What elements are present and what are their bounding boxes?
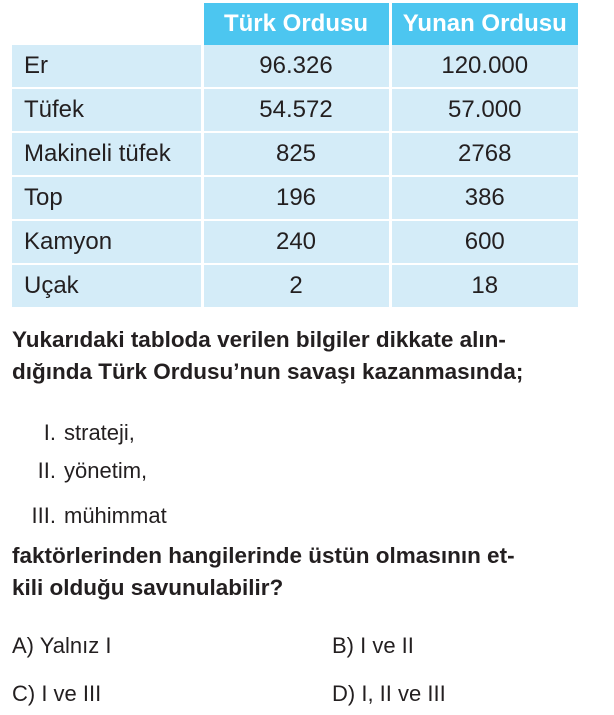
factor-item-3 (12, 503, 167, 529)
factor-numeral: III. (31, 503, 56, 528)
yunan-value: 57.000 (390, 88, 578, 132)
factor-item-1 (12, 420, 135, 446)
comparison-table (12, 3, 578, 309)
table-row (12, 176, 578, 220)
row-label: Er (12, 45, 202, 88)
row-label: Uçak (12, 264, 202, 308)
factor-text: mühimmat (64, 503, 167, 528)
question-line-2: dığında Türk Ordusu’nun savaşı kazanmasında; (12, 359, 524, 384)
factor-item-2 (12, 458, 147, 484)
turk-value: 54.572 (202, 88, 390, 132)
yunan-value: 2768 (390, 132, 578, 176)
row-label: Top (12, 176, 202, 220)
header-empty-cell (12, 3, 202, 45)
table-row (12, 220, 578, 264)
table-row (12, 132, 578, 176)
table-row (12, 264, 578, 308)
question-continuation (12, 540, 608, 604)
turk-value: 196 (202, 176, 390, 220)
question-stem (12, 324, 608, 388)
answer-option-d[interactable]: D) I, II ve III (332, 681, 446, 706)
factor-text: yönetim, (64, 458, 148, 483)
question2-line-1: faktörlerinden hangilerinde üstün olmasının et- (12, 543, 515, 568)
turk-value: 96.326 (202, 45, 390, 88)
table-header-row (12, 3, 578, 45)
row-label: Kamyon (12, 220, 202, 264)
turk-value: 2 (202, 264, 390, 308)
factor-text: strateji, (64, 420, 135, 445)
answer-option-c[interactable]: C) I ve III (12, 681, 102, 706)
factor-numeral: II. (37, 458, 56, 483)
question-line-1: Yukarıdaki tabloda verilen bilgiler dikkate alın- (12, 327, 506, 352)
table-row (12, 45, 578, 88)
row-label: Tüfek (12, 88, 202, 132)
factor-numeral: I. (43, 420, 56, 445)
yunan-value: 120.000 (390, 45, 578, 88)
header-yunan-ordusu: Yunan Ordusu (390, 3, 578, 45)
yunan-value: 18 (390, 264, 578, 308)
turk-value: 240 (202, 220, 390, 264)
answer-option-b[interactable]: B) I ve II (332, 633, 414, 658)
row-label: Makineli tüfek (12, 132, 202, 176)
answer-option-a[interactable]: A) Yalnız I (12, 633, 112, 658)
yunan-value: 386 (390, 176, 578, 220)
yunan-value: 600 (390, 220, 578, 264)
turk-value: 825 (202, 132, 390, 176)
header-turk-ordusu: Türk Ordusu (202, 3, 390, 45)
question2-line-2: kili olduğu savunulabilir? (12, 575, 284, 600)
table-row (12, 88, 578, 132)
